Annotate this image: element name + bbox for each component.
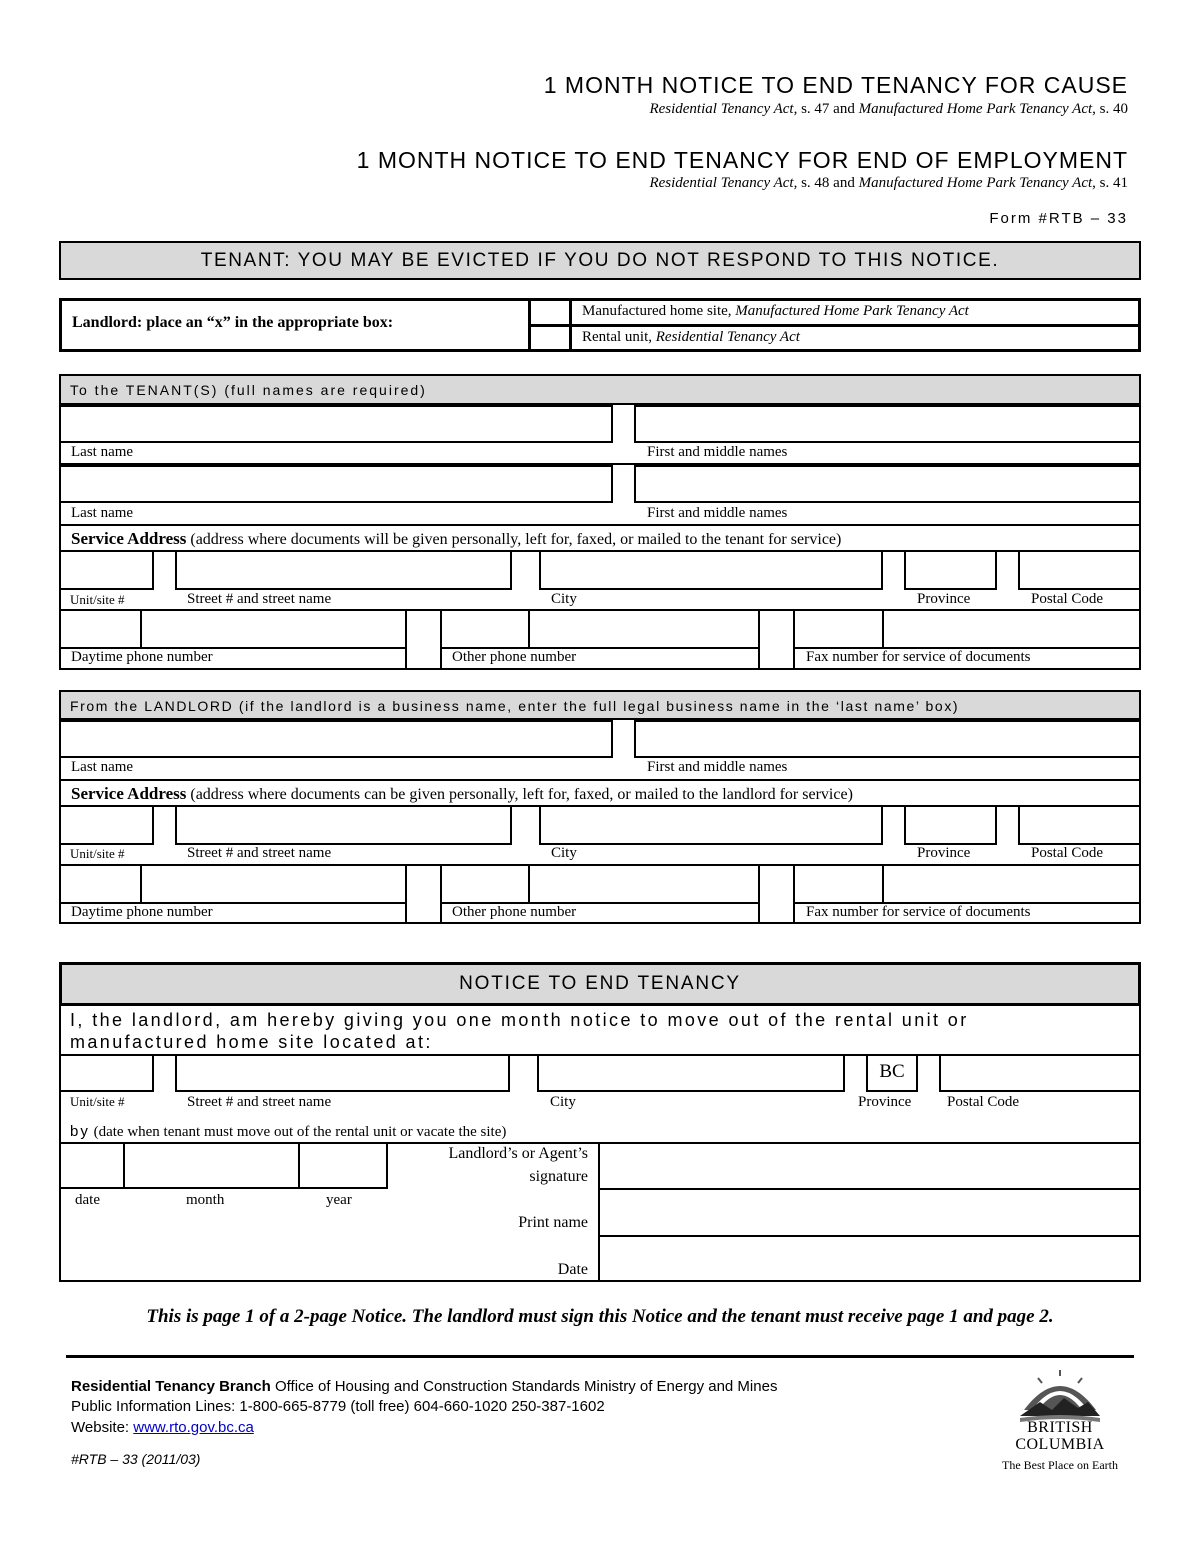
notice-postal-input[interactable]: [939, 1054, 1141, 1092]
tenant-fax-label: Fax number for service of documents: [806, 649, 1031, 665]
notice-postal-label: Postal Code: [947, 1094, 1020, 1110]
landlord-postal-label: Postal Code: [1031, 845, 1104, 861]
landlord-day-phone-input[interactable]: [140, 864, 407, 904]
option-manufactured-home: Manufactured home site, Manufactured Home Park Tenancy Act: [582, 303, 969, 319]
move-out-year-input[interactable]: [298, 1142, 388, 1189]
tenant2-last-name-label: Last name: [71, 505, 134, 521]
website-link[interactable]: www.rto.gov.bc.ca: [133, 1419, 254, 1436]
landlord-unit-label: Unit/site #: [70, 846, 125, 861]
landlord-heading: From the LANDLORD (if the landlord is a business name, enter the full legal business name in the ‘last name’ box): [70, 698, 960, 714]
notice-city-input[interactable]: [537, 1054, 845, 1092]
section-text: , s. 41: [1092, 175, 1128, 191]
tenant-fax-input[interactable]: [882, 609, 1141, 649]
notice-province-value: BC: [879, 1061, 905, 1082]
print-name-label: Print name: [518, 1214, 588, 1231]
tenant-postal-label: Postal Code: [1031, 591, 1104, 607]
signature-label-line1: Landlord’s or Agent’s: [448, 1145, 588, 1162]
landlord-service-address-heading: Service Address (address where documents can be given personally, left for, faxed, or mailed to the landlord for service): [71, 784, 853, 803]
landlord-other-phone-input[interactable]: [528, 864, 760, 904]
move-out-month-input[interactable]: [123, 1142, 300, 1189]
notice-heading: NOTICE TO END TENANCY: [459, 973, 741, 994]
tenant2-last-name-input[interactable]: [59, 465, 613, 503]
tenant-province-label: Province: [917, 591, 971, 607]
landlord-last-name-input[interactable]: [59, 720, 613, 758]
landlord-day-phone-area-input[interactable]: [59, 864, 142, 904]
tenant-other-phone-label: Other phone number: [452, 649, 577, 665]
signature-date-input[interactable]: [600, 1237, 1139, 1280]
act-rta: Residential Tenancy Act: [649, 101, 794, 117]
footer-rule: [66, 1355, 1134, 1358]
move-out-month-label: month: [186, 1192, 225, 1208]
tenant2-first-names-input[interactable]: [634, 465, 1141, 503]
act-mhpta: Manufactured Home Park Tenancy Act: [858, 175, 1093, 191]
signature-date-label: Date: [557, 1261, 588, 1278]
tenant2-first-names-label: First and middle names: [647, 505, 788, 521]
notice-street-input[interactable]: [175, 1054, 510, 1092]
tenant-day-phone-label: Daytime phone number: [71, 649, 213, 665]
notice-statement-line2: manufactured home site located at:: [70, 1032, 433, 1052]
move-out-day-input[interactable]: [59, 1142, 125, 1189]
tenant1-last-name-label: Last name: [71, 444, 134, 460]
landlord-first-names-input[interactable]: [634, 720, 1141, 758]
rental-type-instruction: Landlord: place an “x” in the appropriate box:: [72, 314, 394, 331]
section-text: , s. 40: [1092, 101, 1128, 117]
tenant1-first-names-label: First and middle names: [647, 444, 788, 460]
tenant-other-phone-area-input[interactable]: [440, 609, 530, 649]
notice-street-label: Street # and street name: [187, 1094, 332, 1110]
section-text: , s. 48 and: [793, 175, 859, 191]
signature-input[interactable]: [600, 1144, 1139, 1187]
landlord-city-input[interactable]: [539, 805, 883, 845]
subtitle-cause: [649, 101, 1128, 118]
tenant-unit-label: Unit/site #: [70, 592, 125, 607]
logo-british: BRITISH: [1027, 1419, 1093, 1436]
notice-statement-line1: I, the landlord, am hereby giving you one month notice to move out of the rental unit or: [70, 1010, 969, 1030]
landlord-postal-input[interactable]: [1018, 805, 1141, 845]
footer-website: Website: www.rto.gov.bc.ca: [71, 1419, 254, 1436]
section-text: , s. 47 and: [793, 101, 859, 117]
landlord-province-input[interactable]: [904, 805, 997, 845]
checkbox-manufactured-home[interactable]: [531, 301, 568, 323]
eviction-warning-text: TENANT: YOU MAY BE EVICTED IF YOU DO NOT RESPOND TO THIS NOTICE.: [200, 250, 1000, 271]
form-number: Form #RTB – 33: [989, 210, 1128, 227]
tenant-fax-area-input[interactable]: [793, 609, 884, 649]
act-mhpta: Manufactured Home Park Tenancy Act: [858, 101, 1093, 117]
move-out-year-label: year: [326, 1192, 352, 1208]
tenant-other-phone-input[interactable]: [528, 609, 760, 649]
tenant-day-phone-area-input[interactable]: [59, 609, 142, 649]
signature-label-line2: signature: [529, 1168, 588, 1185]
footer-form-code: #RTB – 33 (2011/03): [71, 1451, 201, 1467]
landlord-last-name-label: Last name: [71, 759, 134, 775]
logo-columbia: COLUMBIA: [1015, 1436, 1105, 1453]
tenant-unit-input[interactable]: [59, 550, 154, 590]
act-rta: Residential Tenancy Act: [649, 175, 794, 191]
landlord-day-phone-label: Daytime phone number: [71, 904, 213, 920]
tenant-street-label: Street # and street name: [187, 591, 332, 607]
print-name-input[interactable]: [600, 1190, 1139, 1234]
tenant-street-input[interactable]: [175, 550, 512, 590]
tenant-day-phone-input[interactable]: [140, 609, 407, 649]
title-employment: 1 MONTH NOTICE TO END TENANCY FOR END OF EMPLOYMENT: [356, 147, 1128, 173]
tenant-service-address-heading: Service Address (address where documents will be given personally, left for, faxed, or mailed to the tenant for service): [71, 529, 842, 548]
landlord-unit-input[interactable]: [59, 805, 154, 845]
move-out-by-label: by (date when tenant must move out of the rental unit or vacate the site): [70, 1123, 507, 1140]
notice-city-label: City: [550, 1094, 576, 1110]
landlord-city-label: City: [551, 845, 577, 861]
landlord-other-phone-label: Other phone number: [452, 904, 577, 920]
footer-phones: Public Information Lines: 1-800-665-8779 (toll free) 604-660-1020 250-387-1602: [71, 1398, 605, 1415]
title-cause: 1 MONTH NOTICE TO END TENANCY FOR CAUSE: [543, 72, 1128, 98]
footer-branch: Residential Tenancy Branch Office of Housing and Construction Standards Ministry of Energy and Mines: [71, 1378, 778, 1395]
tenant-heading: To the TENANT(S) (full names are required): [70, 382, 427, 398]
landlord-other-phone-area-input[interactable]: [440, 864, 530, 904]
landlord-fax-area-input[interactable]: [793, 864, 884, 904]
notice-province-label: Province: [858, 1094, 912, 1110]
tenant1-first-names-input[interactable]: [634, 405, 1141, 443]
notice-unit-label: Unit/site #: [70, 1094, 125, 1109]
tenant-province-input[interactable]: [904, 550, 997, 590]
tenant-postal-input[interactable]: [1018, 550, 1141, 590]
tenant-city-label: City: [551, 591, 577, 607]
bc-sun-mountain-icon: [998, 1366, 1122, 1424]
checkbox-rental-unit[interactable]: [531, 327, 568, 349]
subtitle-employment: [649, 175, 1128, 192]
bc-logo: [998, 1366, 1122, 1478]
landlord-street-input[interactable]: [175, 805, 512, 845]
page-note: This is page 1 of a 2-page Notice. The landlord must sign this Notice and the tenant must receive page 1 and page 2.: [146, 1306, 1054, 1327]
landlord-fax-label: Fax number for service of documents: [806, 904, 1031, 920]
landlord-first-names-label: First and middle names: [647, 759, 788, 775]
tenant1-last-name-input[interactable]: [59, 405, 613, 443]
move-out-day-label: date: [75, 1192, 100, 1208]
option-rental-unit: Rental unit, Residential Tenancy Act: [582, 329, 800, 345]
logo-tagline: The Best Place on Earth: [1002, 1458, 1118, 1472]
tenant-city-input[interactable]: [539, 550, 883, 590]
landlord-fax-input[interactable]: [882, 864, 1141, 904]
notice-unit-input[interactable]: [59, 1054, 154, 1092]
landlord-province-label: Province: [917, 845, 971, 861]
landlord-street-label: Street # and street name: [187, 845, 332, 861]
